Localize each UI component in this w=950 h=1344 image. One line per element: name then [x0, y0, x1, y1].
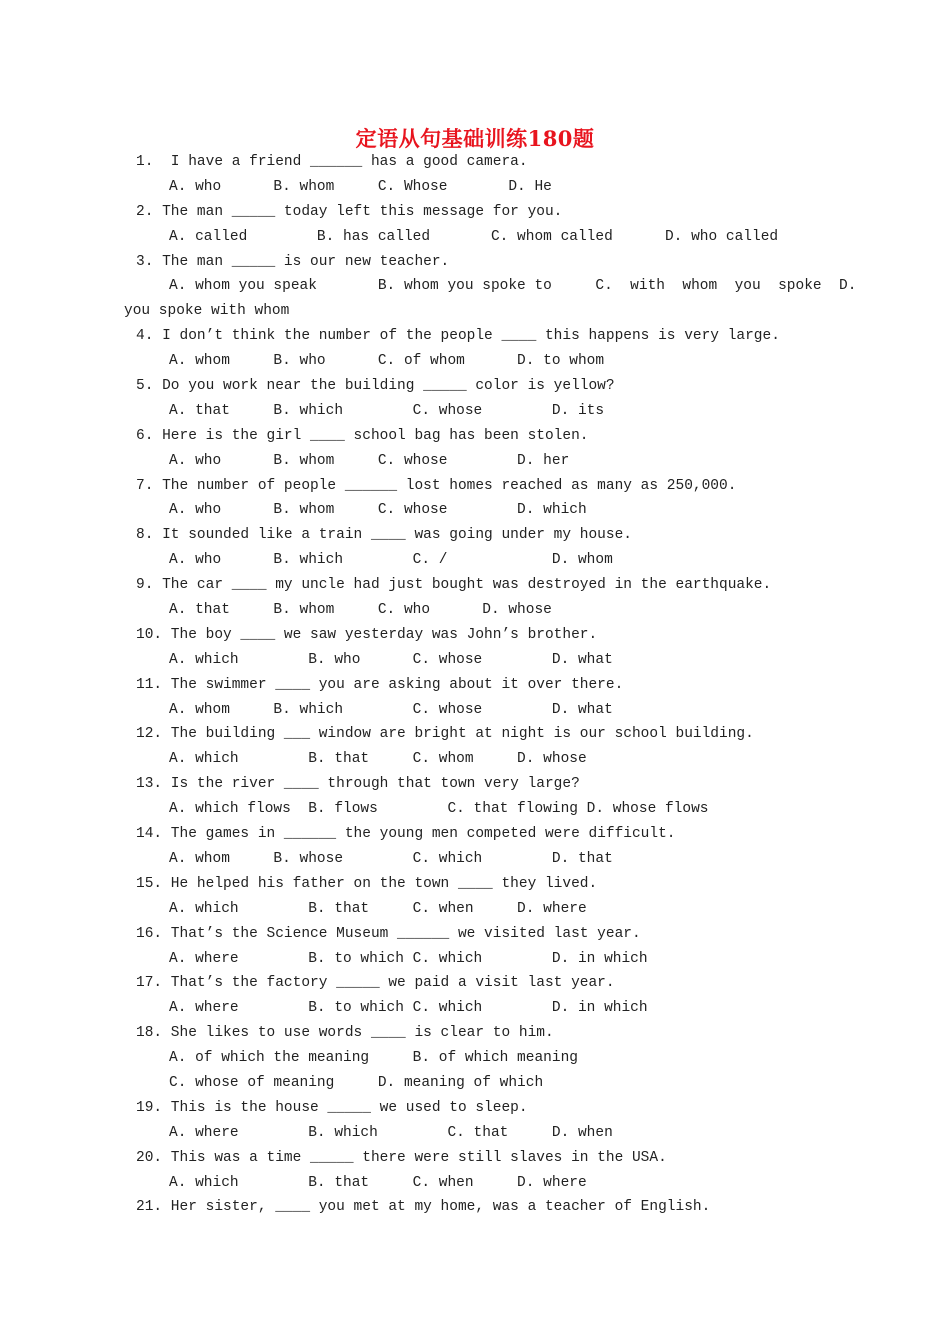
question-stem: 5. Do you work near the building _____ color is yellow? [136, 378, 615, 395]
question-options: A. who B. whom C. whose D. her [169, 452, 570, 469]
question-options: A. of which the meaning B. of which meaning [169, 1050, 578, 1067]
question-stem: 16. That’s the Science Museum ______ we visited last year. [136, 925, 641, 942]
question-options: A. whom B. which C. whose D. what [169, 701, 613, 718]
question-options: A. where B. to which C. which D. in which [169, 1000, 648, 1017]
question-stem: 10. The boy ____ we saw yesterday was John’s brother. [136, 626, 598, 643]
question-options: A. where B. which C. that D. when [169, 1124, 613, 1141]
question-options: A. who B. whom C. Whose D. He [169, 178, 552, 195]
question-stem: 3. The man _____ is our new teacher. [136, 253, 450, 270]
question-options: A. whom B. who C. of whom D. to whom [169, 353, 605, 370]
page-title: 定语从句基础训练180题 [355, 126, 595, 151]
question-stem: 12. The building ___ window are bright at night is our school building. [136, 726, 754, 743]
question-options: A. which B. who C. whose D. what [169, 651, 613, 668]
question-stem: 6. Here is the girl ____ school bag has been stolen. [136, 427, 589, 444]
question-options: A. which B. that C. when D. where [169, 900, 587, 917]
question-stem: 15. He helped his father on the town ____ they lived. [136, 875, 598, 892]
question-stem: 7. The number of people ______ lost homes reached as many as 250,000. [136, 477, 737, 494]
question-options: A. whom B. whose C. which D. that [169, 850, 613, 867]
question-options: A. where B. to which C. which D. in which [169, 950, 648, 967]
question-stem: 13. Is the river ____ through that town very large? [136, 776, 580, 793]
question-options: A. whom you speak B. whom you spoke to C. with whom you spoke D. [169, 278, 857, 295]
question-options: A. which flows B. flows C. that flowing D. whose flows [169, 801, 709, 818]
question-stem: 14. The games in ______ the young men competed were difficult. [136, 826, 676, 843]
question-stem: 20. This was a time _____ there were still slaves in the USA. [136, 1149, 667, 1166]
question-stem: 8. It sounded like a train ____ was going under my house. [136, 527, 632, 544]
question-options: A. who B. whom C. whose D. which [169, 502, 587, 519]
question-stem: 21. Her sister, ____ you met at my home, was a teacher of English. [136, 1199, 711, 1216]
question-options: A. that B. whom C. who D. whose [169, 602, 552, 619]
question-stem: 17. That’s the factory _____ we paid a visit last year. [136, 975, 615, 992]
question-options-continued: you spoke with whom [124, 303, 290, 320]
question-stem: 1. I have a friend ______ has a good camera. [136, 154, 528, 170]
question-options: A. which B. that C. when D. where [169, 1174, 587, 1191]
question-stem: 19. This is the house _____ we used to sleep. [136, 1099, 528, 1116]
question-options: A. which B. that C. whom D. whose [169, 751, 587, 768]
question-stem: 4. I don’t think the number of the people ____ this happens is very large. [136, 328, 780, 345]
question-options: C. whose of meaning D. meaning of which [169, 1074, 544, 1091]
question-options: A. who B. which C. / D. whom [169, 552, 613, 569]
question-stem: 11. The swimmer ____ you are asking about it over there. [136, 676, 624, 693]
question-options: A. that B. which C. whose D. its [169, 402, 605, 419]
question-stem: 18. She likes to use words ____ is clear to him. [136, 1025, 554, 1042]
question-options: A. called B. has called C. whom called D. who called [169, 228, 779, 245]
question-stem: 9. The car ____ my uncle had just bought was destroyed in the earthquake. [136, 577, 772, 594]
question-stem: 2. The man _____ today left this message for you. [136, 203, 563, 220]
question-list [124, 150, 857, 1220]
